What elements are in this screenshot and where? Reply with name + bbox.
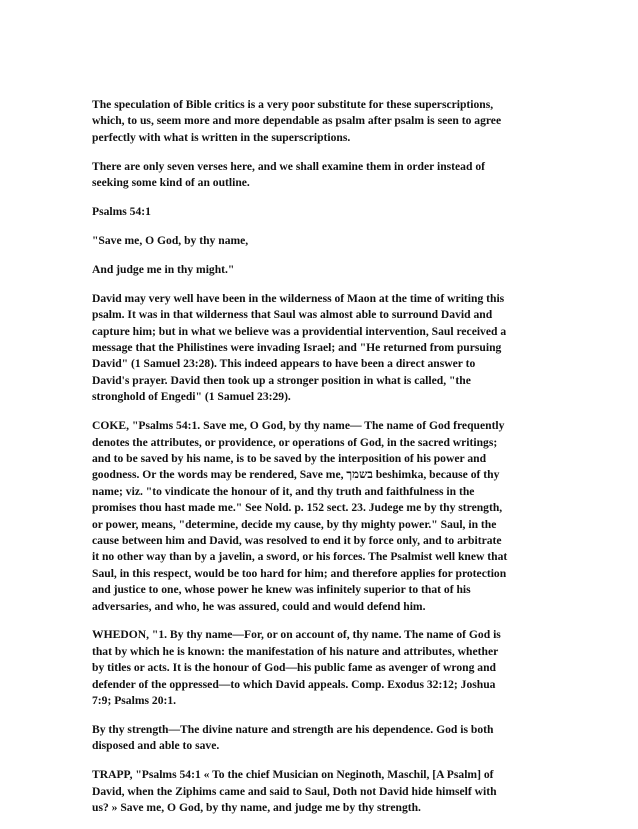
paragraph-by-thy-strength: By thy strength—The divine nature and strength are his dependence. God is both disposed and able to save. <box>92 723 494 753</box>
document-body <box>92 97 554 829</box>
verse-reference: Psalms 54:1 <box>92 205 151 219</box>
paragraph-superscriptions: The speculation of Bible critics is a very poor substitute for these superscriptions, which, to us, seem more and more dependable as psalm after psalm is seen to agree perfectly with what is written in the superscriptions. <box>92 98 502 144</box>
paragraph-coke-commentary: COKE, "Psalms 54:1. Save me, O God, by thy name— The name of God frequently denotes the attributes, or providence, or operations of God, in the sacred writings; and to be saved by his name, is to be saved by the interposition of his power and goodness. Or the words may be rendered, Save me, בשמך beshimka, because of thy name; viz. "to vindicate the honour of it, and thy truth and faithfulness in the promises thou hast made me." See Nold. p. 152 sect. 23. Judege me by thy strength, or power, means, "determine, decide my cause, by thy mighty power." Saul, in the cause between him and David, was resolved to end it by force only, and to arbitrate it no other way than by a javelin, a sword, or his forces. The Psalmist well knew that Saul, in this respect, would be too hard for him; and therefore applies for protection and justice to one, whose power he knew was infinitely superior to that of his adversaries, and who, he was assured, could and would defend him. <box>92 419 508 613</box>
verse-line-1: "Save me, O God, by thy name, <box>92 233 249 247</box>
paragraph-seven-verses: There are only seven verses here, and we shall examine them in order instead of seeking some kind of an outline. <box>92 159 485 190</box>
verse-line-2: And judge me in thy might." <box>92 262 235 276</box>
paragraph-trapp-commentary: TRAPP, "Psalms 54:1 « To the chief Musician on Neginoth, Maschil, [A Psalm] of David, when the Ziphims came and said to Saul, Doth not David hide himself with us? » Save me, O God, by thy name, and judge me by thy strength. <box>92 768 497 815</box>
paragraph-david-maon: David may very well have been in the wilderness of Maon at the time of writing this psalm. It was in that wilderness that Saul was almost able to surround David and capture him; but in what we believe was a providential intervention, Saul received a message that the Philistines were invading Israel; and "He returned from pursuing David" (1 Samuel 23:28). This indeed appears to have been a direct answer to David's prayer. David then took up a stronger position in what is called, "the stronghold of Engedi" (1 Samuel 23:29). <box>92 291 507 404</box>
paragraph-whedon-commentary: WHEDON, "1. By thy name—For, or on account of, thy name. The name of God is that by which he is known: the manifestation of his nature and attributes, whether by titles or acts. It is the honour of God—his public fame as avenger of wrong and defender of the oppressed—to which David appeals. Comp. Exodus 32:12; Joshua 7:9; Psalms 20:1. <box>92 628 501 708</box>
